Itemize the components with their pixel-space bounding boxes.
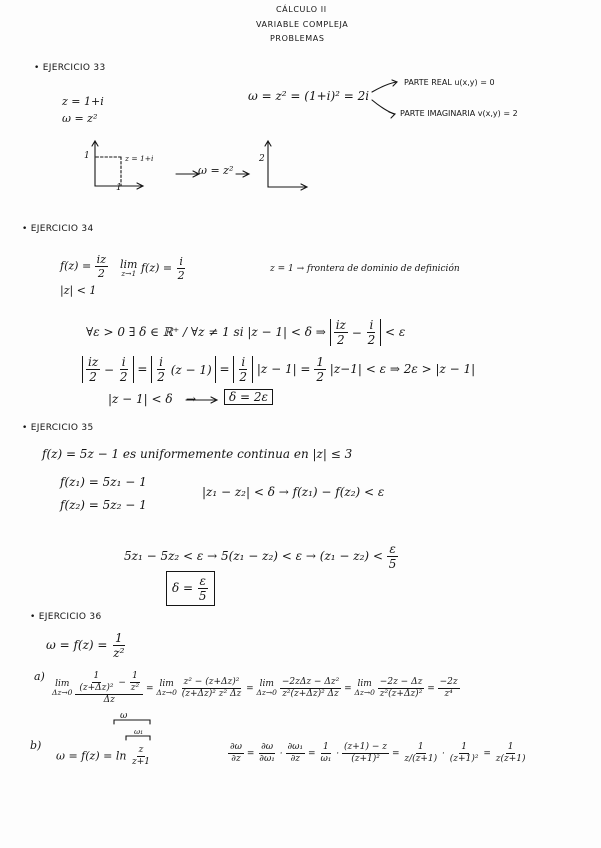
- ex36-part-a-derivation: lim Δz→0 $\frac{1}{\text{(z+Δz)²}}$ − $\frac{1}{\text{z²}}$ Δz = lim Δz→0 $\frac{\text{z² − (z+Δz)²}}{\text{(z+Δz)² z² Δz}}$ = lim Δz→0 $\frac{\text{−2zΔz − Δz²}}{\text{z²(z+Δz)² Δz}}$ = lim Δz→0 $\frac{-2z - \Delta z}{\text{z²(z+Δz)²}}$ = $\frac{-2z}{\text{z⁴}}$: [52, 671, 458, 705]
- ex35-derivation: 5z₁ − 5z₂ < ε → 5(z₁ − z₂) < ε → (z₁ − z₂) < $\frac{\varepsilon}{5}$: [124, 542, 397, 571]
- brace-w1: [126, 736, 150, 740]
- arrow-to-imag-part: [372, 100, 394, 114]
- ex33-def-w: ω = z²: [62, 112, 98, 125]
- ex34-f-definition: f(z) = $\frac{iz}{2}$: [60, 253, 106, 280]
- ex33-real-part: PARTE REAL u(x,y) = 0: [404, 78, 495, 87]
- ex33-imag-part: PARTE IMAGINARIA v(x,y) = 2: [400, 109, 518, 118]
- ex35-f-z2: f(z₂) = 5z₂ − 1: [60, 498, 147, 512]
- ex34-epsilon-delta-def: ∀ε > 0 ∃ δ ∈ ℝ⁺ / ∀z ≠ 1 si |z − 1| < δ ⇒ $\frac{iz}{2}$ − $\frac{i}{2}$ < ε: [86, 318, 406, 347]
- ex36-part-b-chain-rule: $\frac{\partial\omega}{\partial z}$ = $\frac{\partial\omega}{\text{∂ω₁}}$ · $\frac{\text{∂ω₁}}{\partial z}$ = $\frac{1}{\text{ω₁}}$ · $\frac{(z+1) - z}{\text{(z+1)²}}$ = $\frac{1}{z/(z+1)}$ · $\frac{1}{\text{(z+1)²}}$ = $\frac{1}{z(z+1)}$: [230, 742, 526, 764]
- exercise-36-heading: • EJERCICIO 36: [30, 612, 102, 622]
- ex36-part-b-label: b): [30, 739, 42, 752]
- ex36-part-b-function: ω = f(z) = ln $\frac{z}{z+1}$: [56, 745, 150, 767]
- ex34-delta-result: δ = 2ε: [224, 389, 273, 405]
- ex33-plot1-y-tick: 1: [84, 151, 90, 161]
- ex33-plot1-x-tick: 1: [116, 183, 122, 193]
- ex33-main-equation: ω = z² = (1+i)² = 2i: [248, 89, 370, 103]
- ex36-brace-w: ω: [120, 711, 128, 721]
- subject-title: VARIABLE COMPLEJA: [256, 20, 349, 29]
- ex34-condition: |z − 1| < δ: [108, 392, 173, 406]
- ex35-f-z1: f(z₁) = 5z₁ − 1: [60, 475, 147, 489]
- arrow-to-real-part: [372, 82, 396, 92]
- ex34-derivation-line: $\frac{iz}{2}$ − $\frac{i}{2}$ = $\frac{i}{2}$ (z − 1) = $\frac{i}{2}$ |z − 1| = $\frac{1}{2}$ |z−1| < ε ⇒ 2ε > |z − 1|: [82, 356, 475, 383]
- ex36-brace-w1: ω₁: [134, 727, 144, 736]
- section-title: PROBLEMAS: [270, 34, 325, 43]
- ex34-frontier-note: z = 1 → frontera de dominio de definición: [270, 264, 460, 274]
- plot1-axes: [95, 142, 142, 186]
- ex35-continuity-condition: |z₁ − z₂| < δ → f(z₁) − f(z₂) < ε: [202, 485, 385, 499]
- ex33-def-z: z = 1+i: [62, 95, 104, 108]
- ex35-statement: f(z) = 5z − 1 es uniformemente continua en |z| ≤ 3: [42, 447, 353, 461]
- ex36-w-definition: ω = f(z) = $\frac{1}{\text{z²}}$: [46, 631, 125, 660]
- ex33-plot2-y-tick: 2: [259, 154, 265, 164]
- ex33-map-label: ω = z²: [198, 164, 234, 177]
- plot2-axes: [268, 142, 306, 187]
- ex34-limit: lim z→1 f(z) = $\frac{i}{2}$: [120, 255, 185, 282]
- ex36-part-a-label: a): [34, 670, 45, 683]
- ex35-delta-result: δ = $\frac{\varepsilon}{5}$: [166, 571, 215, 606]
- course-title: CÁLCULO II: [276, 5, 327, 14]
- ex34-arrow: →: [186, 392, 197, 406]
- exercise-33-heading: • EJERCICIO 33: [34, 63, 106, 73]
- ex34-domain: |z| < 1: [60, 284, 97, 297]
- brace-w: [114, 720, 150, 724]
- exercise-35-heading: • EJERCICIO 35: [22, 423, 94, 433]
- ex33-plot1-point-label: z = 1+i: [125, 154, 154, 163]
- exercise-34-heading: • EJERCICIO 34: [22, 224, 94, 234]
